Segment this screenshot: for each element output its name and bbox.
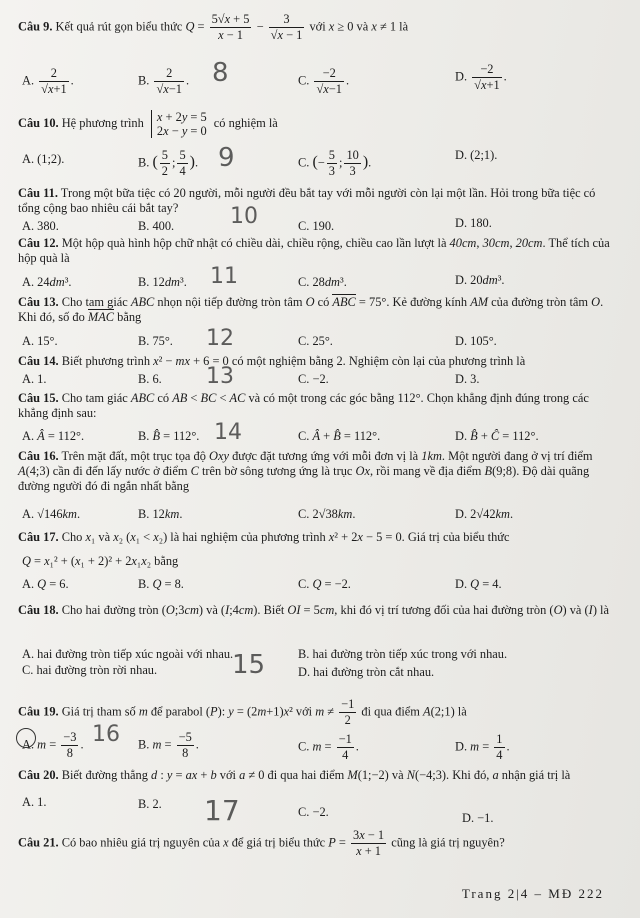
q20-option-d: D. −1. [462, 811, 494, 825]
q10-option-b: B. ( $\frac{5}{2}$ ; $\frac{5}{4}$ ). [138, 148, 199, 178]
q19-option-a: A. m = $\frac{-3}{8}$ . [22, 730, 84, 760]
q18-option-a: A. hai đường tròn tiếp xúc ngoài với nhau. [22, 647, 234, 661]
q13-option-c: C. 25°. [298, 334, 333, 348]
q17-option-d: D. Q = 4. [455, 577, 502, 591]
q9-option-c: C. $\frac{-2}{√x-1}$ . [298, 66, 350, 96]
q10-option-d: D. (2;1). [455, 148, 498, 162]
q14-option-c: C. −2. [298, 372, 329, 386]
handwritten-number: 13 [206, 364, 234, 389]
q17-option-c: C. Q = −2. [298, 577, 351, 591]
q16-option-c: C. 2√38km. [298, 507, 356, 521]
q17-option-b: B. Q = 8. [138, 577, 184, 591]
q12-option-a: A. 24dm³. [22, 275, 72, 289]
handwritten-number: 14 [214, 420, 242, 445]
q13-option-a: A. 15°. [22, 334, 58, 348]
q14-option-a: A. 1. [22, 372, 47, 386]
q15-option-c: C. Â + B̂ = 112°. [298, 429, 381, 443]
q9-option-a: A. $\frac{2}{√x+1}$ . [22, 66, 74, 96]
question-14: Câu 14. Biết phương trình x² − mx + 6 = 0 có một nghiệm bằng 2. Nghiệm còn lại của phương trình là [18, 354, 526, 368]
q19-option-d: D. m = $\frac{1}{4}$ . [455, 732, 510, 762]
q11-option-c: C. 190. [298, 219, 335, 233]
q15-option-b: B. B̂ = 112°. [138, 429, 200, 443]
question-16: Câu 16. Trên mặt đất, một trục tọa độ Oxy được đặt tương ứng với mỗi đơn vị là 1km. Một người đang ở vị trí điểm A(4;3) cần đi đến lấy nước ở điểm C trên bờ sông tương ứng là trục Ox, rồi mang về địa điểm B(9;8). Độ dài quãng đường người đó đi ngắn nhất bằng [18, 449, 593, 493]
handwritten-number: 16 [92, 722, 120, 747]
handwritten-number: 17 [204, 794, 240, 827]
handwritten-number: 8 [212, 58, 229, 88]
q11-option-b: B. 400. [138, 219, 175, 233]
q19-option-b: B. m = $\frac{-5}{8}$ . [138, 730, 199, 760]
q18-option-b: B. hai đường tròn tiếp xúc trong với nhau. [298, 647, 508, 661]
q13-option-d: D. 105°. [455, 334, 497, 348]
q16-option-a: A. √146km. [22, 507, 81, 521]
handwritten-number: 10 [230, 204, 258, 229]
q16-option-b: B. 12km. [138, 507, 183, 521]
question-17: Câu 17. Cho x₁ và x₂ (x₁ < x₂) là hai nghiệm của phương trình x² + 2x − 5 = 0. Giá trị của biểu thức [18, 530, 510, 544]
handwritten-number: 9 [218, 143, 235, 173]
q12-option-b: B. 12dm³. [138, 275, 187, 289]
q12-option-d: D. 20dm³. [455, 273, 505, 287]
q9-option-b: B. $\frac{2}{√x-1}$ . [138, 66, 190, 96]
q19-option-c: C. m = $\frac{-1}{4}$ . [298, 732, 359, 762]
q18-option-c: C. hai đường tròn rời nhau. [22, 663, 158, 677]
question-12: Câu 12. Một hộp quà hình hộp chữ nhật có chiều dài, chiều rộng, chiều cao lần lượt là 40cm, 30cm, 20cm. Thể tích của hộp quà là [18, 236, 610, 265]
q16-option-d: D. 2√42km. [455, 507, 514, 521]
q18-option-d: D. hai đường tròn cắt nhau. [298, 665, 435, 679]
q14-option-d: D. 3. [455, 372, 480, 386]
question-18: Câu 18. Cho hai đường tròn (O;3cm) và (I;4cm). Biết OI = 5cm, khi đó vị trí tương đối của hai đường tròn (O) và (I) là [18, 603, 609, 617]
q11-option-d: D. 180. [455, 216, 492, 230]
question-11: Câu 11. Trong một bữa tiệc có 20 người, mỗi người đều bắt tay với mỗi người còn lại một lần. Hỏi trong bữa tiệc có tổng cộng bao nhiêu cái bắt tay? [18, 186, 596, 215]
question-10: Câu 10. Hệ phương trình x + 2y = 5 2x − y = 0 có nghiệm là [18, 110, 278, 138]
q9-option-d: D. $\frac{-2}{√x+1}$ . [455, 62, 507, 92]
q17-option-a: A. Q = 6. [22, 577, 69, 591]
q12-option-c: C. 28dm³. [298, 275, 347, 289]
question-13: Câu 13. Cho tam giác ABC nhọn nội tiếp đường tròn tâm O có ABC = 75°. Kẻ đường kính AM của đường tròn tâm O. Khi đó, số đo MAC bằng [18, 295, 604, 324]
page-footer: Trang 2|4 – MĐ 222 [461, 886, 604, 901]
q10-option-a: A. (1;2). [22, 152, 65, 166]
q14-option-b: B. 6. [138, 372, 162, 386]
q11-option-a: A. 380. [22, 219, 59, 233]
q20-option-c: C. −2. [298, 805, 329, 819]
handwritten-number: 15 [232, 650, 266, 680]
question-15: Câu 15. Cho tam giác ABC có AB < BC < AC và có một trong các góc bằng 112°. Chọn khẳng định đúng trong các khẳng định sau: [18, 391, 589, 420]
question-20: Câu 20. Biết đường thẳng d : y = ax + b với a ≠ 0 đi qua hai điểm M(1;−2) và N(−4;3). Khi đó, a nhận giá trị là [18, 768, 571, 782]
q20-option-a: A. 1. [22, 795, 47, 809]
question-21: Câu 21. Có bao nhiêu giá trị nguyên của x để giá trị biểu thức P = $\frac{3x - 1}{x + 1}$ cũng là giá trị nguyên? [18, 828, 505, 858]
q10-option-c: C. (− $\frac{5}{3}$ ; $\frac{10}{3}$ ). [298, 148, 372, 178]
handwritten-number: 11 [210, 264, 238, 289]
handwritten-number: 12 [206, 326, 234, 351]
q15-option-d: D. B̂ + Ĉ = 112°. [455, 429, 539, 443]
q17-expression: Q = x₁² + (x₁ + 2)² + 2x₁x₂ bằng [22, 554, 179, 568]
q13-option-b: B. 75°. [138, 334, 173, 348]
question-19: Câu 19. Giá trị tham số m để parabol (P): y = (2m+1)x² với m ≠ $\frac{-1}{2}$ đi qua điểm A(2;1) là [18, 697, 467, 727]
q15-option-a: A. Â = 112°. [22, 429, 85, 443]
q20-option-b: B. 2. [138, 797, 162, 811]
question-9: Câu 9. Kết quả rút gọn biểu thức Q = $\frac{5√x + 5}{x - 1}$ − $\frac{3}{√x - 1}$ với x ≥ 0 và x ≠ 1 là [18, 12, 409, 42]
